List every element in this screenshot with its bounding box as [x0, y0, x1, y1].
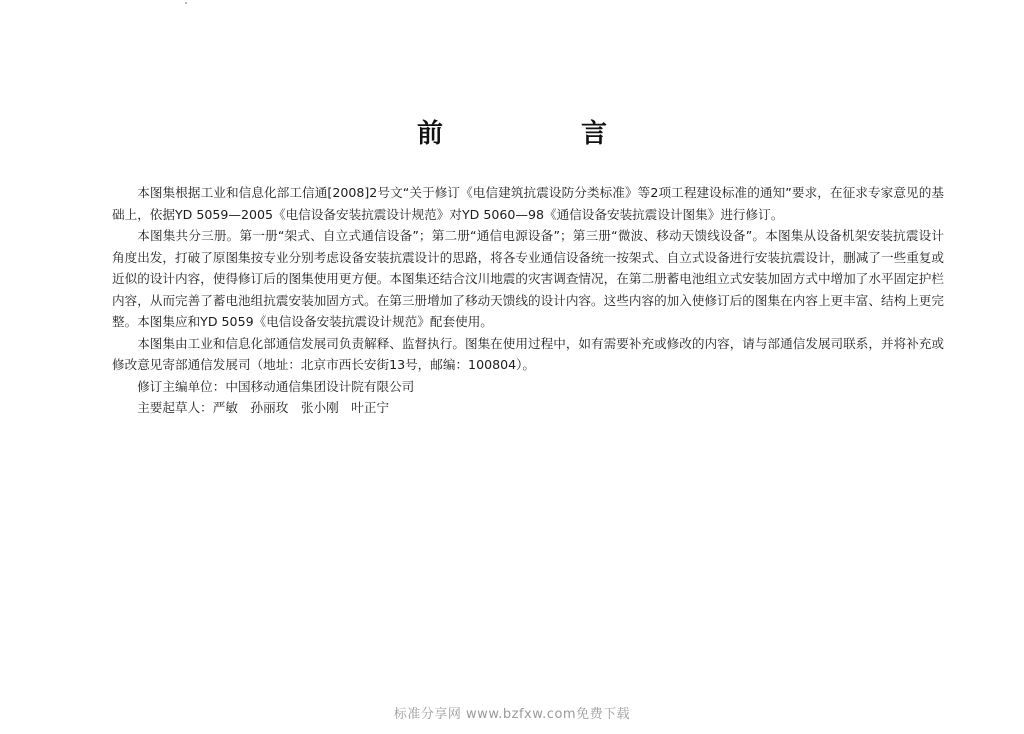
paragraph-interpretation: 本图集由工业和信息化部通信发展司负责解释、监督执行。图集在使用过程中，如有需要补充或修改的内容，请与部通信发展司联系，并将补充或修改意见寄部通信发展司（地址：北京市西长安街13号，邮编：100804）。 — [112, 335, 944, 372]
paragraph-volumes: 本图集共分三册。第一册“架式、自立式通信设备”；第二册“通信电源设备”；第三册“微波、移动天馈线设备”。本图集从设备机架安装抗震设计角度出发，打破了原图集按专业分别考虑设备安装抗震设计的思路，将各专业通信设备统一按架式、自立式设备进行安装抗震设计，删减了一些重复或近似的设计内容，使得修订后的图集使用更方便。本图集还结合汶川地震的灾害调查情况，在第二册蓄电池组立式安装加固方式中增加了水平固定护栏内容，从而完善了蓄电池组抗震安装加固方式。在第三册增加了移动天馈线的设计内容。这些内容的加入使修订后的图集在内容上更丰富、结构上更完整。本图集应和YD 5059《电信设备安装抗震设计规范》配套使用。 — [112, 228, 944, 329]
paragraph-editor-unit: 修订主编单位：中国移动通信集团设计院有限公司 — [137, 378, 415, 394]
scan-speck — [185, 2, 187, 4]
body-text — [112, 182, 944, 419]
watermark-footer: 标准分享网 www.bzfxw.com免费下载 — [393, 707, 631, 722]
page-title: 前 言 — [416, 119, 663, 149]
paragraph-drafters: 主要起草人：严敏 孙丽玫 张小刚 叶正宁 — [137, 400, 390, 415]
paragraph-basis: 本图集根据工业和信息化部工信通[2008]2号文“关于修订《电信建筑抗震设防分类标准》等2项工程建设标准的通知”要求，在征求专家意见的基础上，依据YD 5059—2005《电信设备安装抗震设计规范》对YD 5060—98《通信设备安装抗震设计图集》进行修订。 — [112, 185, 944, 222]
